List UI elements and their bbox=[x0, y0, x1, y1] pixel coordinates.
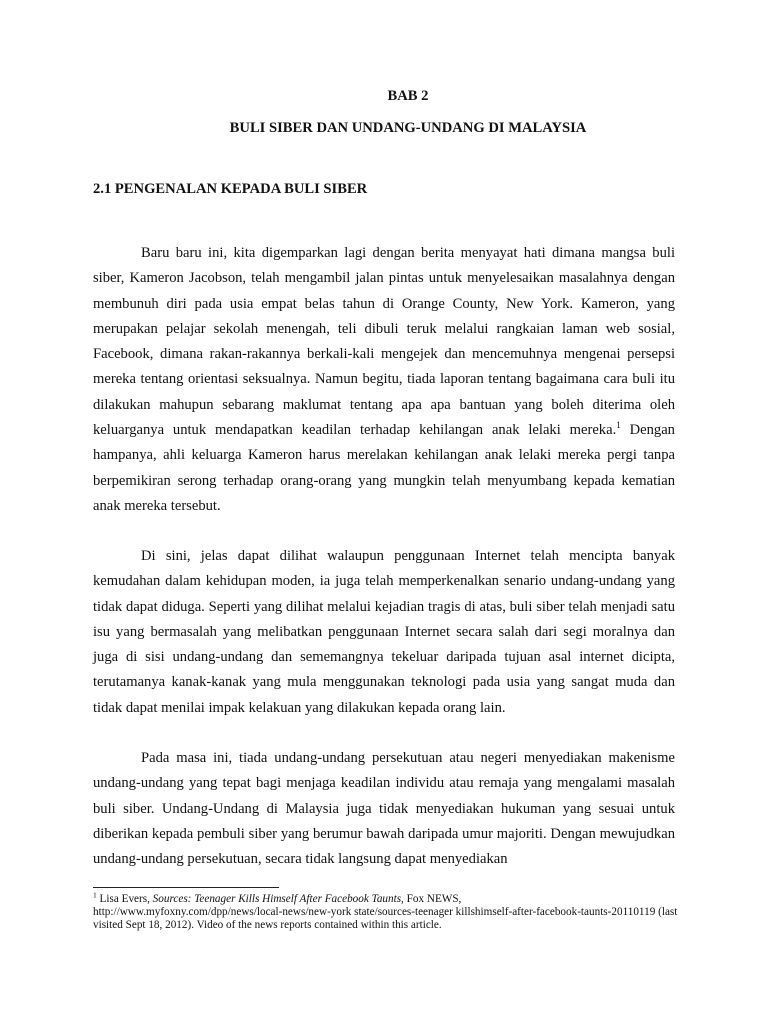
chapter-number: BAB 2 bbox=[387, 88, 429, 104]
footnote bbox=[93, 890, 683, 933]
paragraph-1-text-a: Baru baru ini, kita digemparkan lagi dengan berita menyayat hati dimana mangsa buli siber, Kameron Jacobson, telah mengambil jalan pintas untuk menyelesaikan masalahnya dengan membunuh diri pada usia empat belas tahun di Orange County, New York. Kameron, yang merupakan pelajar sekolah menengah, teli dibuli teruk melalui rangkaian laman web sosial, Facebook, dimana rakan-rakannya berkali-kali mengejek dan mencemuhnya mengenai persepsi mereka tentang orientasi seksualnya. Namun begitu, tiada laporan tentang bagaimana cara buli itu dilakukan mahupun sebarang maklumat tentang apa apa bantuan yang boleh diterima oleh keluarganya untuk mendapatkan keadilan terhadap kehilangan anak lelaki mereka. bbox=[93, 245, 675, 439]
footnote-reference: 1 bbox=[616, 420, 621, 431]
paragraph-3-text: Pada masa ini, tiada undang-undang persekutuan atau negeri menyediakan makenisme undang-undang yang tepat bagi menjaga keadilan individu atau remaja yang mengalami masalah buli siber. Undang-Undang di Malaysia juga tidak menyediakan hukuman yang sesuai untuk diberikan kepada pembuli siber yang berumur bawah daripada umur majoriti. Dengan mewujudkan undang-undang persekutuan, secara tidak langsung dapat menyediakan bbox=[93, 750, 675, 868]
paragraph-1 bbox=[93, 241, 675, 519]
footnote-author: Lisa Evers, bbox=[96, 893, 153, 905]
footnote-source: Fox NEWS, bbox=[403, 893, 462, 905]
paragraph-3 bbox=[93, 746, 675, 872]
chapter-title: BULI SIBER DAN UNDANG-UNDANG DI MALAYSIA bbox=[229, 120, 587, 136]
footnote-title: Sources: Teenager Kills Himself After Facebook Taunts, bbox=[152, 893, 404, 905]
paragraph-2 bbox=[93, 544, 675, 721]
footnote-divider bbox=[93, 887, 279, 888]
footnote-url: http://www.myfoxny.com/dpp/news/local-news/new-york state/sources-teenager killshimself-after-facebook-taunts-20110119 bbox=[93, 906, 656, 919]
paragraph-2-text: Di sini, jelas dapat dilihat walaupun penggunaan Internet telah mencipta banyak kemudahan dalam kehidupan moden, ia juga telah memperkenalkan senario undang-undang yang tidak dapat diduga. Seperti yang dilihat melalui kejadian tragis di atas, buli siber telah menjadi satu isu yang bermasalah yang melibatkan penggunaan Internet secara salah dari segi moralnya dan juga di sisi undang-undang dan sememangnya tekeluar daripada tujuan asal internet dicipta, terutamanya kanak-kanak yang mula menggunakan teknologi pada usia yang sangat muda dan tidak dapat menilai impak kelakuan yang dilakukan kepada orang lain. bbox=[93, 548, 675, 716]
paragraph-1-text-b: Dengan hampanya, ahli keluarga Kameron harus merelakan kehilangan anak lelaki mereka pergi tanpa berpemikiran serong terhadap orang-orang yang mungkin telah menyumbang kepada kematian anak mereka tersebut. bbox=[93, 422, 675, 514]
footnote-marker: 1 bbox=[93, 890, 97, 900]
footnote-note: (last visited Sept 18, 2012). Video of the news reports contained within this article. bbox=[93, 906, 678, 932]
section-heading: 2.1 PENGENALAN KEPADA BULI SIBER bbox=[93, 181, 368, 197]
